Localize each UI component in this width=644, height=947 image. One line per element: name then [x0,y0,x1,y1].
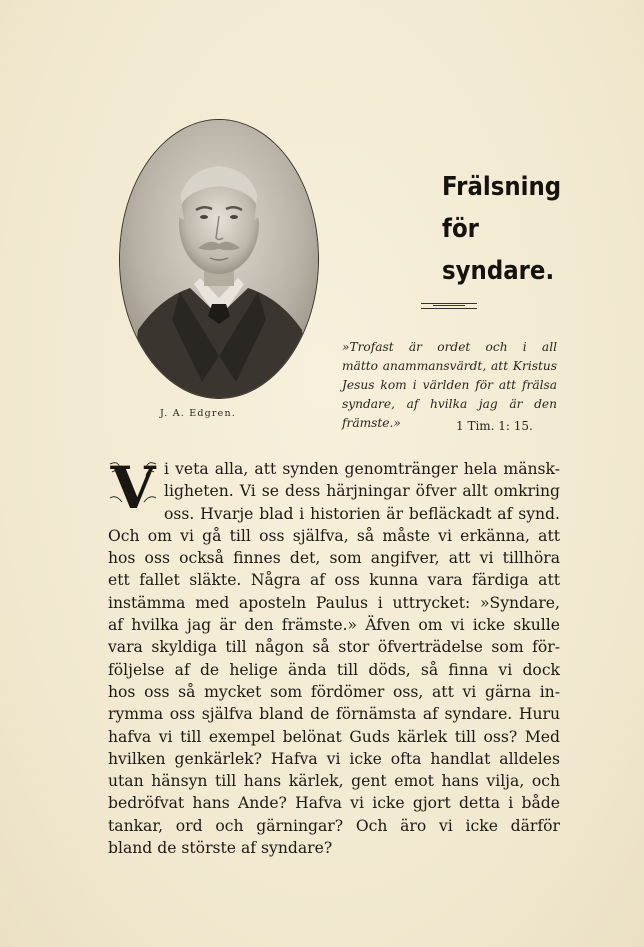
body-line: utan hänsyn till hans kärlek, gent emot hans vilja, och [108,772,560,791]
body-line: rymma oss själfva bland de förnämsta af syndare. Huru [108,705,560,724]
drop-cap-letter: V [110,454,156,522]
title-divider [421,303,477,309]
body-line: af hvilka jag är den främste.» Äfven om vi icke skulle [108,616,560,635]
body-text [108,454,560,859]
title-line: syndare. [442,256,555,286]
quote-line: syndare, af hvilka jag är den [342,397,557,411]
body-line: ett fallet släkte. Några af oss kunna vara färdiga att [108,571,560,590]
page-title [442,166,561,292]
portrait-illustration [120,120,318,398]
body-line: bedröfvat hans Ande? Hafva vi icke gjort detta i både [108,794,560,813]
body-line: i veta alla, att synden genomtränger hela mänsk- [164,460,560,478]
title-line: för [442,214,479,244]
body-line: hos oss så mycket som fördömer oss, att vi gärna in- [108,682,560,701]
body-line: tankar, ord och gärningar? Och äro vi icke därför [108,816,560,835]
body-line: Och om vi gå till oss själfva, så måste vi erkänna, att [108,526,560,545]
body-line: hos oss också finnes det, som angifver, att vi tillhöra [108,549,560,568]
quote-reference: 1 Tim. 1: 15. [456,419,533,433]
quote-line: »Trofast är ordet och i all [342,340,557,354]
body-line: följelse af de helige ända till döds, så finna vi dock [108,660,560,679]
portrait-caption: J. A. Edgren. [160,408,237,419]
body-line: ligheten. Vi se dess härjningar öfver allt omkring [164,482,560,501]
body-line: vara skyldiga till någon så stor öfverträdelse som för- [108,638,560,657]
body-line: oss. Hvarje blad i historien är befläckadt af synd. [164,504,560,523]
body-line: bland de störste af syndare? [108,839,333,858]
quote-line: mätto anammansvärdt, att Kristus [342,359,557,373]
body-line: hafva vi till exempel belönat Guds kärlek till oss? Med [108,727,560,746]
portrait-photo [119,119,319,399]
quote-line: Jesus kom i världen för att frälsa [342,378,557,392]
body-line: instämma med aposteln Paulus i uttrycket: »Syndare, [108,593,560,612]
body-line: hvilken genkärlek? Hafva vi icke ofta handlat alldeles [108,749,560,768]
quote-line: främste.» [342,416,401,430]
title-line: Frälsning [442,172,562,202]
